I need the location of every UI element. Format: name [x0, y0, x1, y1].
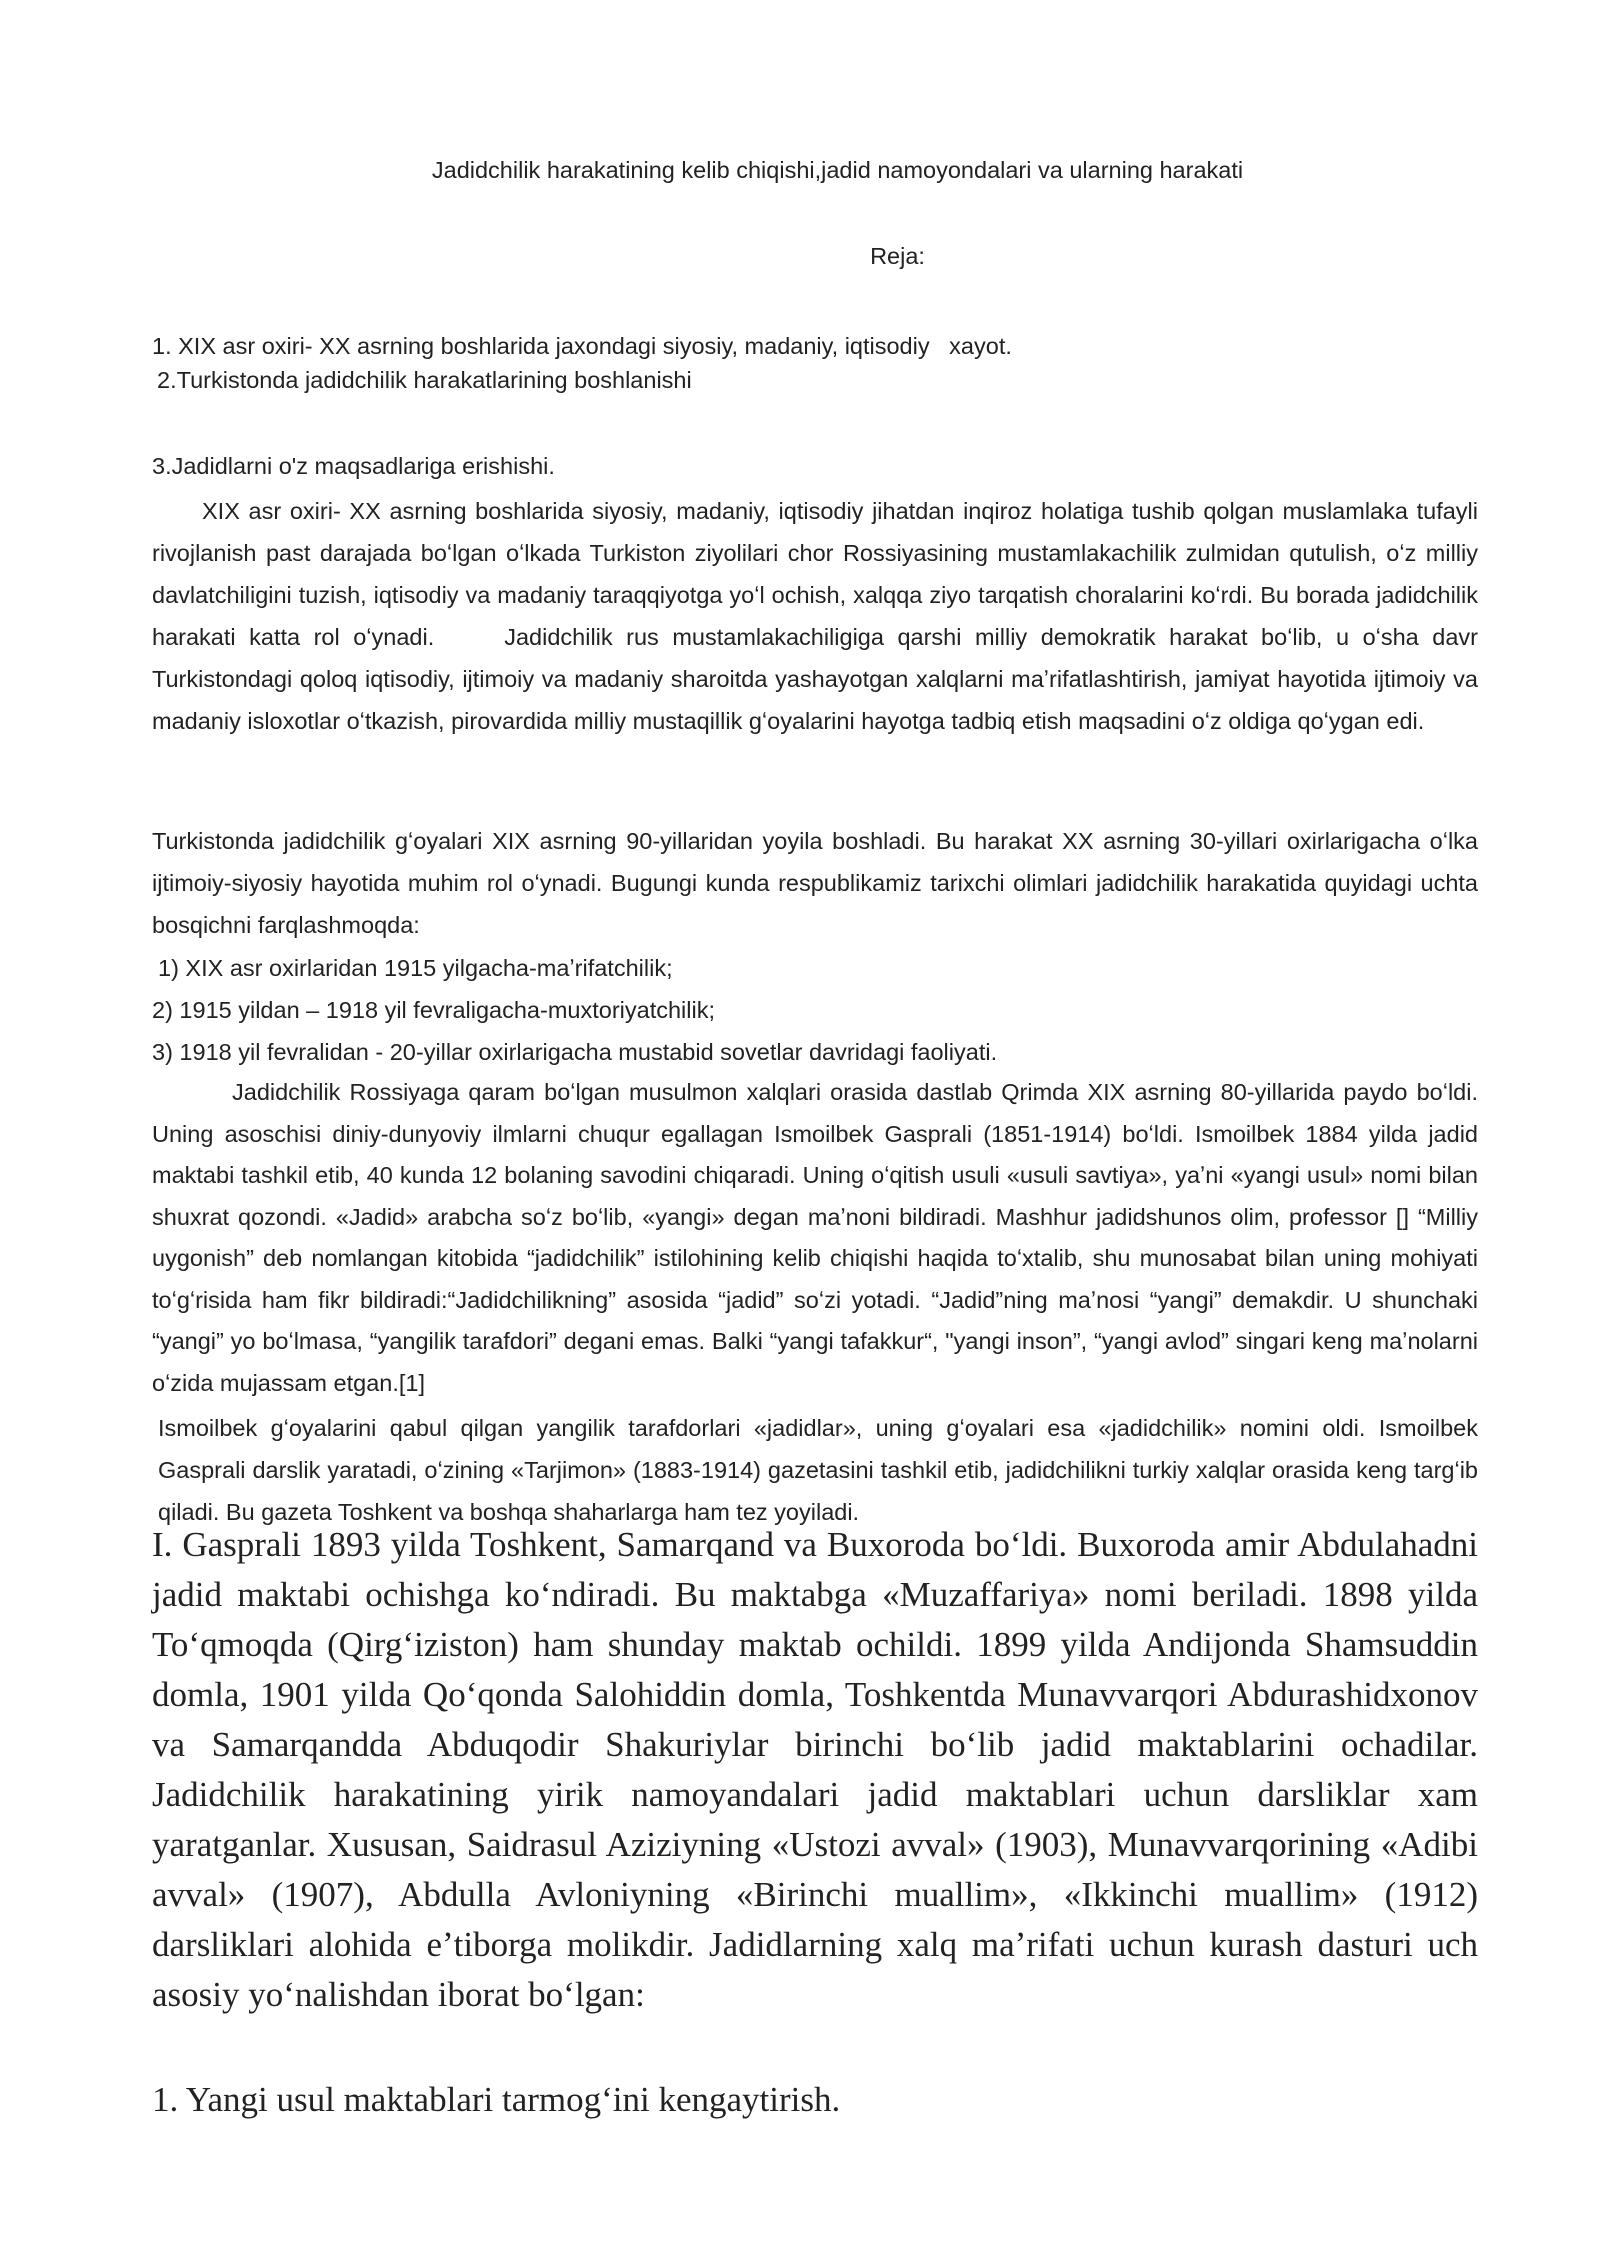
- stage-item-2: 2) 1915 yildan – 1918 yil fevraligacha-muxtoriyatchilik;: [152, 997, 715, 1023]
- paragraph-gasprali: Jadidchilik Rossiyaga qaram boʻlgan musulmon xalqlari orasida dastlab Qrimda XIX asrning 80-yillarida paydo boʻldi. Uning asoschisi diniy-dunyoviy ilmlarni chuqur egallagan Ismoilbek Gasprali (1851-1914) boʻldi. Ismoilbek 1884 yilda jadid maktabi tashkil etib, 40 kunda 12 bolaning savodini chiqaradi. Uning oʻqitish usuli «usuli savtiya», yaʼni «yangi usul» nomi bilan shuxrat qozondi. «Jadid» arabcha soʻz boʻlib, «yangi» degan maʼnoni bildiradi. Mashhur jadidshunos olim, professor [] “Milliy uygonish” deb nomlangan kitobida “jadidchilik” istilohining kelib chiqishi haqida toʻxtalib, shu munosabat bilan uning mohiyati toʻgʻrisida ham fikr bildiradi:“Jadidchilikning” asosida “jadid” soʻzi yotadi. “Jadid”ning maʼnosi “yangi” demakdir. U shunchaki “yangi” yo boʻlmasa, “yangilik tarafdori” degani emas. Balki “yangi tafakkur“, "yangi inson”, “yangi avlod” singari keng maʼnolarni oʻzida mujassam etgan.[1]: [152, 1079, 1478, 1396]
- stage-item-3: 3) 1918 yil fevralidan - 20-yillar oxirlarigacha mustabid sovetlar davridagi faoliyati.: [152, 1039, 998, 1065]
- plan-heading: Reja:: [870, 243, 925, 269]
- paragraph-intro-part-a: XIX asr oxiri- XX asrning boshlarida siyosiy, madaniy, iqtisodiy jihatdan inqiroz holatiga tushib qolgan muslamlaka tufayli rivojlanish past darajada boʻlgan oʻlkada Turkiston ziyolilari chor Rossiyasining mustamlakachilik zulmidan qutulish, oʻz milliy davlatchiligini tuzish, iqtisodiy va madaniy taraqqiyotga yoʻl ochish, xalqqa ziyo tarqatish choralarini koʻrdi. Bu borada jadidchilik harakati katta rol oʻynadi.: [152, 498, 1478, 650]
- stage-item-1: 1) XIX asr oxirlaridan 1915 yilgacha-maʼrifatchilik;: [158, 955, 673, 981]
- paragraph-tarjimon: Ismoilbek gʻoyalarini qabul qilgan yangilik tarafdorlari «jadidlar», uning gʻoyalari esa «jadidchilik» nomini oldi. Ismoilbek Gasprali darslik yaratadi, oʻzining «Tarjimon» (1883-1914) gazetasini tashkil etib, jadidchilikni turkiy xalqlar orasida keng targʻib qiladi. Bu gazeta Toshkent va boshqa shaharlarga ham tez yoyiladi.: [158, 1415, 1478, 1525]
- paragraph-intro: [152, 490, 1478, 742]
- plan-item-2: 2.Turkistonda jadidchilik harakatlarining boshlanishi: [157, 367, 692, 393]
- plan-item-1: 1. XIX asr oxiri- XX asrning boshlarida jaxondagi siyosiy, madaniy, iqtisodiy xayot.: [152, 333, 1012, 359]
- paragraph-intro-part-b: Jadidchilik rus mustamlakachiligiga qarshi milliy demokratik harakat boʻlib, u oʻsha davr Turkistondagi qoloq iqtisodiy, ijtimoiy va madaniy sharoitda yashayotgan xalqlarni maʼrifatlashtirish, jamiyat hayotida ijtimoiy va madaniy isloxotlar oʻtkazish, pirovardida milliy mustaqillik gʻoyalarini hayotga tadbiq etish maqsadini oʻz oldiga qoʻygan edi.: [152, 624, 1478, 734]
- plan-item-3: 3.Jadidlarni o'z maqsadlariga erishishi.: [152, 453, 555, 479]
- paragraph-jadid-schools: I. Gasprali 1893 yilda Toshkent, Samarqand va Buxoroda boʻldi. Buxoroda amir Abdulahadni jadid maktabi ochishga koʻndiradi. Bu maktabga «Muzaffariya» nomi beriladi. 1898 yilda Toʻqmoqda (Qirgʻiziston) ham shunday maktab ochildi. 1899 yilda Andijonda Shamsuddin domla, 1901 yilda Qoʻqonda Salohiddin domla, Toshkentda Munavvarqori Abdurashidxonov va Samarqandda Abduqodir Shakuriylar birinchi boʻlib jadid maktablarini ochadilar. Jadidchilik harakatining yirik namoyandalari jadid maktablari uchun darsliklar xam yaratganlar. Xususan, Saidrasul Aziziyning «Ustozi avval» (1903), Munavvarqorining «Adibi avval» (1907), Abdulla Avloniyning «Birinchi muallim», «Ikkinchi muallim» (1912) darsliklari alohida eʼtiborga molikdir. Jadidlarning xalq maʼrifati uchun kurash dasturi uch asosiy yoʻnalishdan iborat boʻlgan:: [152, 1525, 1478, 2014]
- document-title: Jadidchilik harakatining kelib chiqishi,jadid namoyondalari va ularning harakati: [431, 157, 1244, 183]
- final-list-item: 1. Yangi usul maktablari tarmogʻini kengaytirish.: [152, 2080, 841, 2119]
- paragraph-stages-intro: Turkistonda jadidchilik gʻoyalari XIX asrning 90-yillaridan yoyila boshladi. Bu harakat XX asrning 30-yillari oxirlarigacha oʻlka ijtimoiy-siyosiy hayotida muhim rol oʻynadi. Bugungi kunda respublikamiz tarixchi olimlari jadidchilik harakatida quyidagi uchta bosqichni farqlashmoqda:: [152, 828, 1478, 938]
